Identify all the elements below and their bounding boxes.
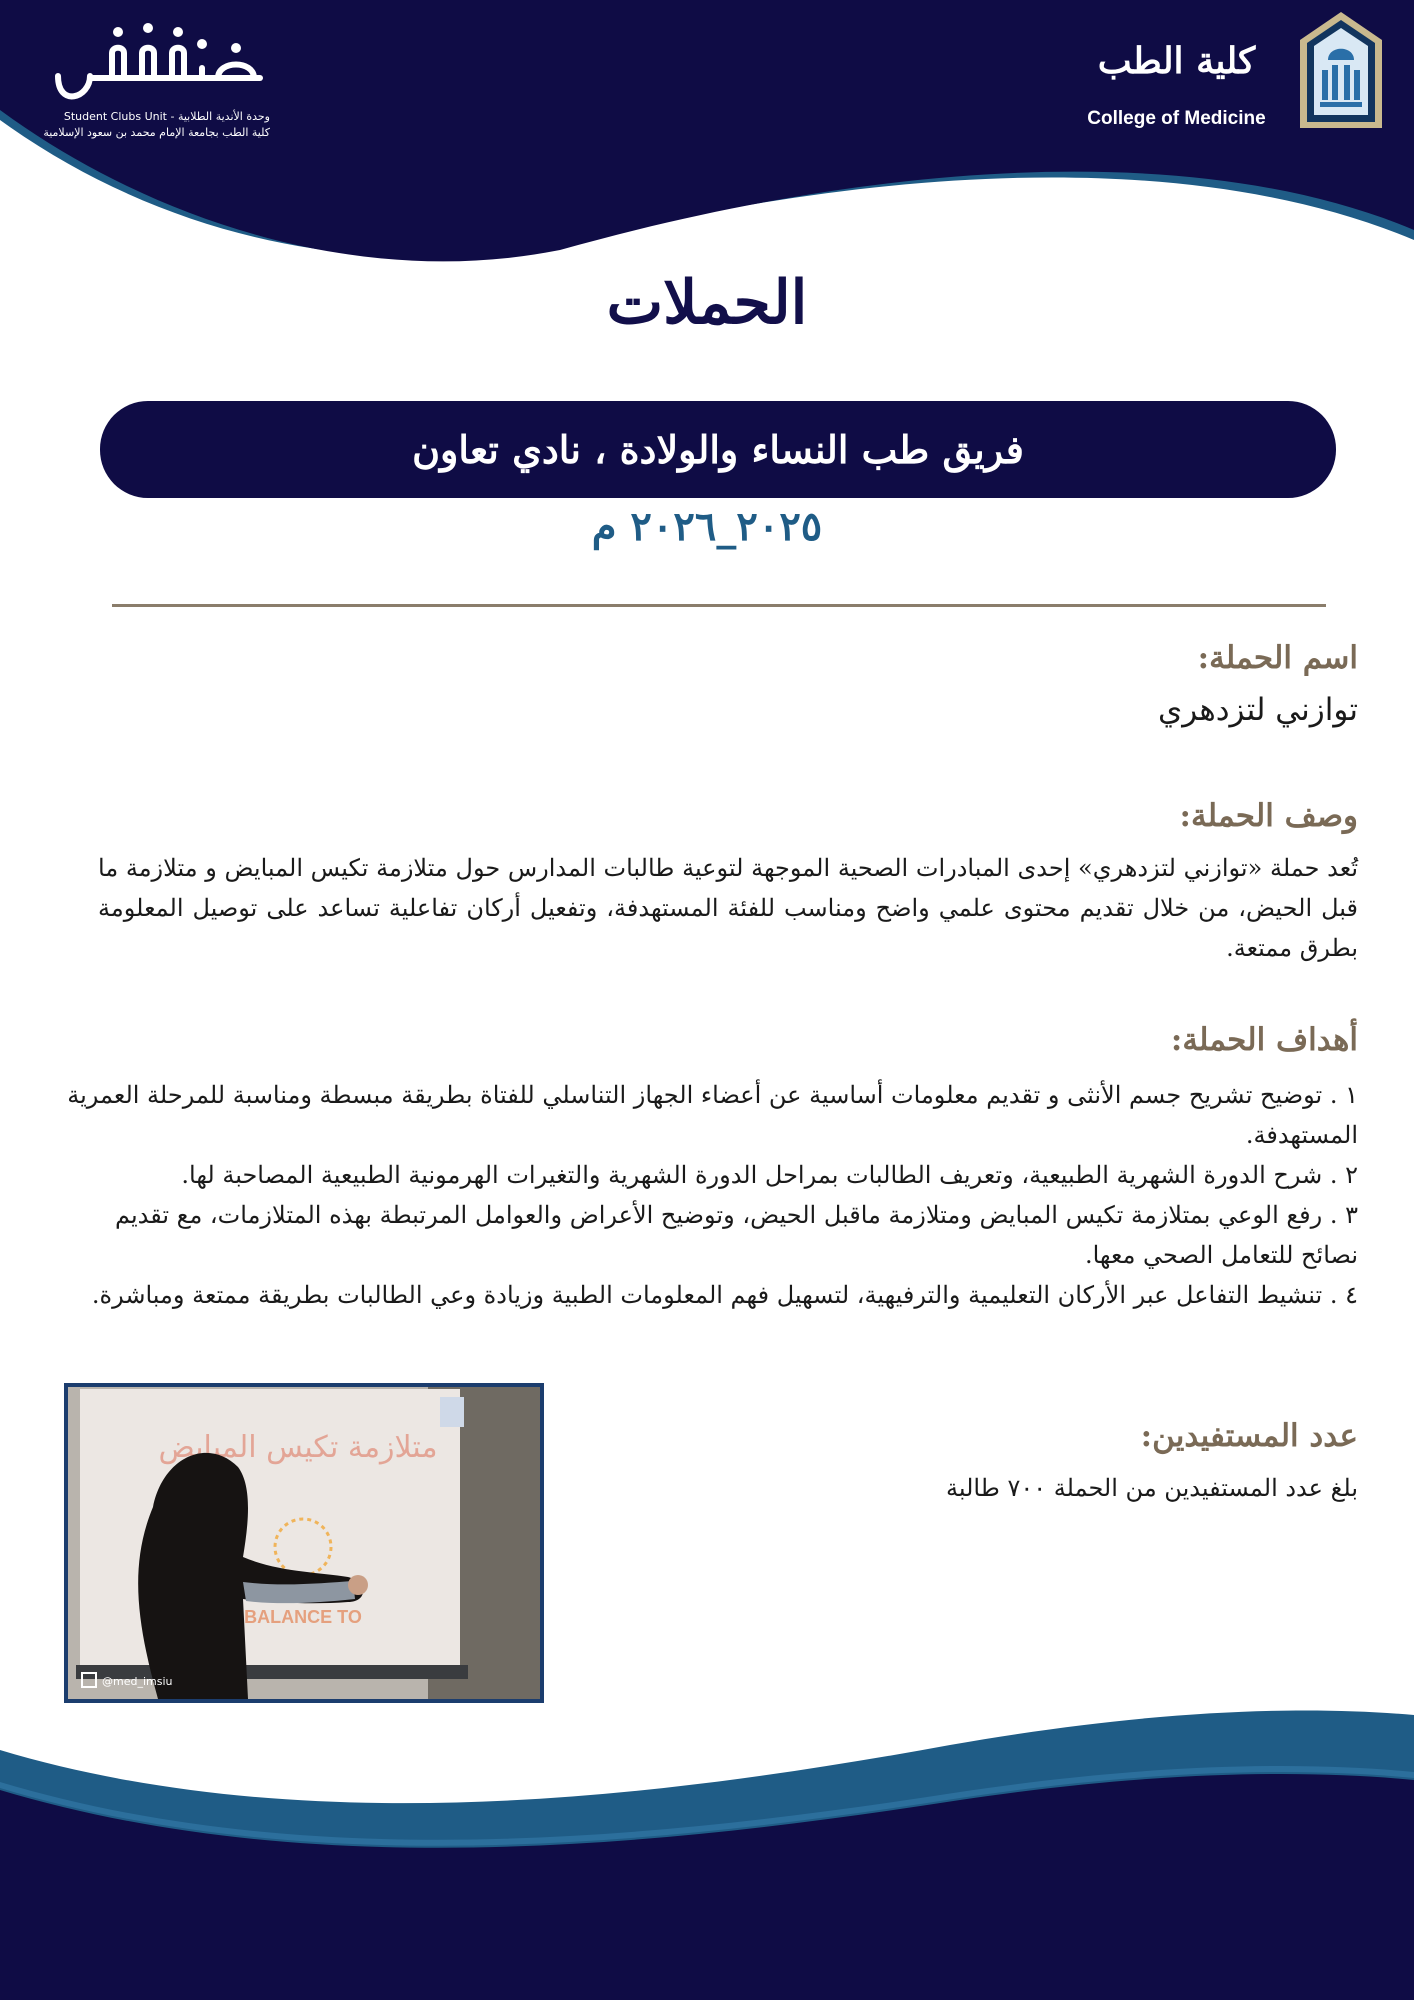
campaign-goals-heading: أهداف الحملة: (1170, 1022, 1358, 1058)
campaign-name-value: توازني لتزدهري (1158, 692, 1358, 728)
campaign-name-heading: اسم الحملة: (1197, 640, 1358, 676)
divider (112, 604, 1326, 607)
clubs-unit-line2: كلية الطب بجامعة الإمام محمد بن سعود الإسلامية (43, 126, 270, 139)
student-clubs-logo (40, 18, 280, 143)
academic-year: ٢٠٢٥_٢٠٢٦ م (591, 503, 823, 550)
photo-screen-title: متلازمة تكيس المبايض (158, 1430, 438, 1465)
page-title: الحملات (606, 268, 808, 338)
college-english-name: College of Medicine (1087, 108, 1266, 129)
campaign-description-text: تُعد حملة «توازني لتزدهري» إحدى المبادرات الصحية الموجهة لتوعية طالبات المدارس حول متلازمة تكيس المبايض و متلازمة ما قبل الحيض، من خلال تقديم محتوى علمي واضح ومناسب للفئة المستهدفة، وتفعيل أركان تفاعلية تساعد على توصيل المعلومة بطرق ممتعة. (98, 854, 1359, 962)
clubs-unit-line1: وحدة الأندية الطلابية - Student Clubs Unit (63, 110, 270, 123)
photo-handle: @med_imsiu (102, 1675, 173, 1688)
beneficiaries-text: بلغ عدد المستفيدين من الحملة ٧٠٠ طالبة (945, 1474, 1358, 1502)
university-seal-icon (1298, 10, 1384, 130)
photo-screen-sub: BALANCE TO (244, 1607, 362, 1627)
student-clubs-mark-icon (50, 18, 275, 103)
beneficiaries-heading: عدد المستفيدين: (1140, 1418, 1358, 1454)
goal-item: ١ . توضيح تشريح جسم الأنثى و تقديم معلومات أساسية عن أعضاء الجهاز التناسلي للفتاة بطريقة مبسطة ومناسبة للمرحلة العمرية المستهدفة. (67, 1081, 1358, 1149)
goal-item: ٢ . شرح الدورة الشهرية الطبيعية، وتعريف الطالبات بمراحل الدورة الشهرية والتغيرات الهرمونية الطبيعية المصاحبة لها. (181, 1161, 1358, 1189)
goal-item: ٣ . رفع الوعي بمتلازمة تكيس المبايض ومتلازمة ماقبل الحيض، وتوضيح الأعراض والعوامل المرتبطة بهذه المتلازمات، مع تقديم نصائح للتعامل الصحي معها. (114, 1201, 1358, 1269)
campaign-goals-list (58, 1075, 1358, 1315)
college-arabic-name: كلية الطب (1097, 40, 1256, 82)
team-banner (100, 401, 1336, 498)
team-name: فريق طب النساء والولادة ، نادي تعاون (412, 427, 1024, 472)
goal-item: ٤ . تنشيط التفاعل عبر الأركان التعليمية والترفيهية، لتسهيل فهم المعلومات الطبية وزيادة وعي الطالبات بطريقة ممتعة ومباشرة. (91, 1281, 1358, 1309)
college-of-medicine-logo (1084, 10, 1384, 135)
campaign-photo-image (68, 1387, 540, 1699)
campaign-photo (64, 1383, 544, 1703)
campaign-description-heading: وصف الحملة: (1179, 798, 1358, 834)
